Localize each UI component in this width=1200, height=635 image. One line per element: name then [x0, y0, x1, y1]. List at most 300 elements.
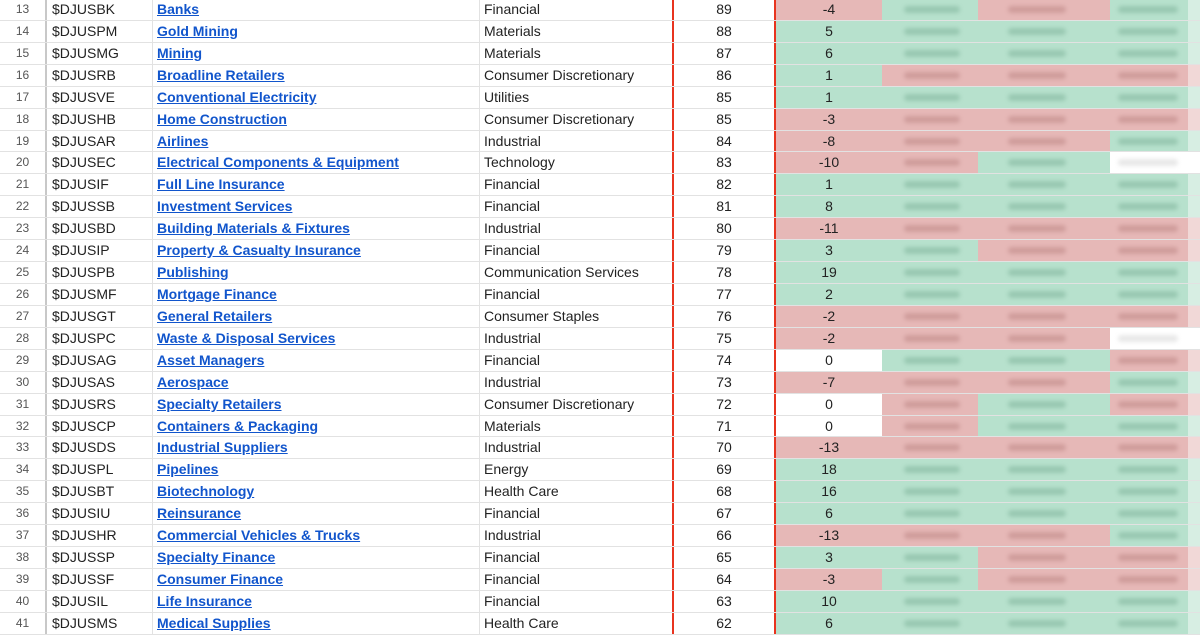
blurred-cell[interactable] [1110, 0, 1200, 20]
industry-name-cell[interactable] [153, 547, 480, 568]
blurred-cell[interactable] [978, 459, 1110, 480]
industry-link[interactable]: Full Line Insurance [157, 176, 285, 193]
industry-name-cell[interactable] [153, 503, 480, 524]
rank-change-cell[interactable]: -8 [776, 131, 882, 152]
blurred-cell[interactable] [882, 131, 978, 152]
ticker-cell[interactable]: $DJUSSB [47, 196, 153, 217]
ticker-cell[interactable]: $DJUSCP [47, 416, 153, 437]
industry-link[interactable]: Waste & Disposal Services [157, 329, 336, 346]
row-number-header[interactable]: 22 [0, 196, 47, 217]
blurred-cell[interactable] [978, 43, 1110, 64]
row-number-header[interactable]: 41 [0, 613, 47, 634]
rank-cell[interactable]: 77 [672, 284, 776, 305]
blurred-cell[interactable] [1110, 306, 1200, 327]
ticker-cell[interactable]: $DJUSSP [47, 547, 153, 568]
rank-change-cell[interactable]: 18 [776, 459, 882, 480]
industry-name-cell[interactable] [153, 306, 480, 327]
rank-cell[interactable]: 79 [672, 240, 776, 261]
industry-name-cell[interactable] [153, 218, 480, 239]
industry-name-cell[interactable] [153, 152, 480, 173]
blurred-cell[interactable] [882, 87, 978, 108]
rank-change-cell[interactable]: 6 [776, 43, 882, 64]
rank-cell[interactable]: 85 [672, 109, 776, 130]
sector-cell[interactable]: Consumer Discretionary [484, 66, 635, 83]
rank-cell[interactable]: 64 [672, 569, 776, 590]
rank-change-cell[interactable]: 10 [776, 591, 882, 612]
rank-cell[interactable]: 68 [672, 481, 776, 502]
row-number-header[interactable]: 37 [0, 525, 47, 546]
rank-cell[interactable]: 62 [672, 613, 776, 634]
industry-link[interactable]: Specialty Finance [157, 549, 276, 566]
sector-cell[interactable]: Financial [484, 242, 541, 259]
industry-name-cell[interactable] [153, 262, 480, 283]
row-number-header[interactable]: 21 [0, 174, 47, 195]
blurred-cell[interactable] [978, 306, 1110, 327]
blurred-cell[interactable] [882, 350, 978, 371]
blurred-cell[interactable] [978, 591, 1110, 612]
ticker-cell[interactable]: $DJUSMF [47, 284, 153, 305]
rank-cell[interactable]: 76 [672, 306, 776, 327]
industry-link[interactable]: Mortgage Finance [157, 285, 277, 302]
rank-change-cell[interactable]: -2 [776, 328, 882, 349]
blurred-cell[interactable] [882, 43, 978, 64]
blurred-cell[interactable] [882, 372, 978, 393]
rank-cell[interactable]: 80 [672, 218, 776, 239]
rank-change-cell[interactable]: 16 [776, 481, 882, 502]
sector-cell[interactable]: Financial [484, 1, 541, 17]
blurred-cell[interactable] [882, 284, 978, 305]
row-number-header[interactable]: 19 [0, 131, 47, 152]
row-number-header[interactable]: 36 [0, 503, 47, 524]
blurred-cell[interactable] [978, 350, 1110, 371]
rank-change-cell[interactable]: 1 [776, 65, 882, 86]
industry-name-cell[interactable] [153, 569, 480, 590]
rank-change-cell[interactable]: 0 [776, 394, 882, 415]
ticker-cell[interactable]: $DJUSRS [47, 394, 153, 415]
blurred-cell[interactable] [882, 0, 978, 20]
industry-name-cell[interactable] [153, 196, 480, 217]
sector-cell[interactable]: Industrial [484, 329, 541, 346]
rank-change-cell[interactable]: -7 [776, 372, 882, 393]
blurred-cell[interactable] [882, 306, 978, 327]
redacted-value [1008, 401, 1066, 408]
rank-change-cell[interactable]: 2 [776, 284, 882, 305]
blurred-cell[interactable] [1110, 262, 1200, 283]
blurred-cell[interactable] [978, 109, 1110, 130]
industry-name-cell[interactable] [153, 591, 480, 612]
sector-cell[interactable]: Communication Services [484, 264, 639, 281]
blurred-cell[interactable] [978, 174, 1110, 195]
ticker-cell[interactable]: $DJUSPM [47, 21, 153, 42]
sector-cell[interactable]: Financial [484, 549, 541, 566]
industry-link[interactable]: Investment Services [157, 198, 293, 215]
rank-cell[interactable]: 70 [672, 437, 776, 458]
row-number-header[interactable]: 23 [0, 218, 47, 239]
row-number-header[interactable]: 34 [0, 459, 47, 480]
sector-cell[interactable]: Financial [484, 592, 541, 609]
table-row [0, 416, 1200, 438]
industry-link[interactable]: General Retailers [157, 307, 273, 324]
blurred-cell[interactable] [978, 218, 1110, 239]
row-number-header[interactable]: 35 [0, 481, 47, 502]
rank-change-cell[interactable]: -13 [776, 437, 882, 458]
industry-link[interactable]: Building Materials & Fixtures [157, 220, 350, 237]
rank-change-cell[interactable]: 5 [776, 21, 882, 42]
sector-cell[interactable]: Financial [484, 176, 541, 193]
blurred-cell[interactable] [978, 87, 1110, 108]
rank-change-cell[interactable]: 3 [776, 240, 882, 261]
rank-cell[interactable]: 81 [672, 196, 776, 217]
row-number-header[interactable]: 14 [0, 21, 47, 42]
sector-cell[interactable]: Industrial [484, 373, 541, 390]
industry-name-cell[interactable] [153, 613, 480, 634]
rank-cell[interactable]: 63 [672, 591, 776, 612]
blurred-cell[interactable] [978, 525, 1110, 546]
industry-link[interactable]: Consumer Finance [157, 570, 284, 587]
blurred-cell[interactable] [882, 591, 978, 612]
rank-cell[interactable]: 89 [672, 0, 776, 20]
industry-link[interactable]: Electrical Components & Equipment [157, 154, 399, 171]
industry-link[interactable]: Conventional Electricity [157, 88, 317, 105]
ticker-cell[interactable]: $DJUSAS [47, 372, 153, 393]
rank-change-cell[interactable]: -10 [776, 152, 882, 173]
ticker-cell[interactable]: $DJUSPB [47, 262, 153, 283]
industry-name-cell[interactable] [153, 240, 480, 261]
blurred-cell[interactable] [1110, 152, 1200, 173]
blurred-cell[interactable] [1110, 547, 1200, 568]
industry-name-cell[interactable] [153, 394, 480, 415]
industry-link[interactable]: Medical Supplies [157, 614, 271, 631]
industry-name-cell[interactable] [153, 284, 480, 305]
edge-fade [1188, 394, 1200, 415]
blurred-cell[interactable] [978, 481, 1110, 502]
industry-name-cell[interactable] [153, 109, 480, 130]
industry-link[interactable]: Aerospace [157, 373, 229, 390]
row-number-header[interactable]: 33 [0, 437, 47, 458]
blurred-cell[interactable] [882, 503, 978, 524]
blurred-cell[interactable] [1110, 284, 1200, 305]
sector-cell[interactable]: Financial [484, 198, 541, 215]
rank-change-cell[interactable]: 0 [776, 350, 882, 371]
industry-name-cell[interactable] [153, 350, 480, 371]
ticker-cell[interactable]: $DJUSMS [47, 613, 153, 634]
rank-cell[interactable]: 73 [672, 372, 776, 393]
ticker-cell[interactable]: $DJUSVE [47, 87, 153, 108]
blurred-cell[interactable] [978, 613, 1110, 634]
sector-cell[interactable]: Financial [484, 505, 541, 522]
blurred-cell[interactable] [882, 481, 978, 502]
row-number-header[interactable]: 18 [0, 109, 47, 130]
row-number-header[interactable]: 39 [0, 569, 47, 590]
industry-name-cell[interactable] [153, 437, 480, 458]
rank-cell[interactable]: 87 [672, 43, 776, 64]
industry-name-cell[interactable] [153, 525, 480, 546]
industry-name-cell[interactable] [153, 481, 480, 502]
blurred-cell[interactable] [1110, 109, 1200, 130]
industry-name-cell[interactable] [153, 459, 480, 480]
industry-name-cell[interactable] [153, 0, 480, 20]
rank-change-cell[interactable]: 0 [776, 416, 882, 437]
ticker-cell[interactable]: $DJUSIL [47, 591, 153, 612]
ticker-cell[interactable]: $DJUSHB [47, 109, 153, 130]
ticker-cell[interactable]: $DJUSBD [47, 218, 153, 239]
blurred-cell[interactable] [1110, 87, 1200, 108]
blurred-cell[interactable] [978, 0, 1110, 20]
ticker-cell[interactable]: $DJUSMG [47, 43, 153, 64]
blurred-cell[interactable] [882, 21, 978, 42]
blurred-cell[interactable] [978, 416, 1110, 437]
ticker-cell[interactable]: $DJUSIP [47, 240, 153, 261]
blurred-cell[interactable] [882, 262, 978, 283]
sector-cell[interactable]: Health Care [484, 483, 559, 500]
sector-cell[interactable]: Industrial [484, 439, 541, 456]
industry-name-cell[interactable] [153, 372, 480, 393]
blurred-cell[interactable] [1110, 503, 1200, 524]
blurred-cell[interactable] [1110, 240, 1200, 261]
industry-link[interactable]: Asset Managers [157, 351, 265, 368]
ticker-cell[interactable]: $DJUSEC [47, 152, 153, 173]
blurred-cell[interactable] [882, 174, 978, 195]
sector-cell[interactable]: Consumer Discretionary [484, 395, 635, 412]
ticker-cell[interactable]: $DJUSIF [47, 174, 153, 195]
industry-link[interactable]: Pipelines [157, 461, 219, 478]
edge-fade [1188, 306, 1200, 327]
sector-cell[interactable]: Consumer Discretionary [484, 110, 635, 127]
sector-cell[interactable]: Health Care [484, 614, 559, 631]
blurred-cell[interactable] [882, 525, 978, 546]
industry-name-cell[interactable] [153, 21, 480, 42]
rank-change-cell[interactable]: -4 [776, 0, 882, 20]
blurred-cell[interactable] [978, 394, 1110, 415]
row-number-header[interactable]: 24 [0, 240, 47, 261]
sector-cell[interactable]: Financial [484, 351, 541, 368]
blurred-cell[interactable] [1110, 131, 1200, 152]
industry-link[interactable]: Banks [157, 1, 200, 17]
ticker-cell[interactable]: $DJUSSF [47, 569, 153, 590]
ticker-cell[interactable]: $DJUSPL [47, 459, 153, 480]
ticker-cell[interactable]: $DJUSIU [47, 503, 153, 524]
sector-cell[interactable]: Utilities [484, 88, 530, 105]
sector-cell[interactable]: Technology [484, 154, 555, 171]
blurred-cell[interactable] [882, 65, 978, 86]
row-number-header[interactable]: 20 [0, 152, 47, 173]
blurred-cell[interactable] [1110, 174, 1200, 195]
industry-link[interactable]: Containers & Packaging [157, 417, 319, 434]
industry-link[interactable]: Broadline Retailers [157, 66, 285, 83]
row-number-header[interactable]: 13 [0, 0, 47, 20]
industry-name-cell[interactable] [153, 416, 480, 437]
rank-cell[interactable]: 72 [672, 394, 776, 415]
industry-link[interactable]: Home Construction [157, 110, 287, 127]
rank-cell[interactable]: 71 [672, 416, 776, 437]
ticker-cell[interactable]: $DJUSRB [47, 65, 153, 86]
rank-cell[interactable]: 88 [672, 21, 776, 42]
blurred-cell[interactable] [882, 394, 978, 415]
blurred-cell[interactable] [1110, 350, 1200, 371]
blurred-cell[interactable] [882, 109, 978, 130]
blurred-cell[interactable] [978, 284, 1110, 305]
blurred-cell[interactable] [1110, 21, 1200, 42]
sector-cell[interactable]: Industrial [484, 527, 541, 544]
row-number-header[interactable]: 30 [0, 372, 47, 393]
ticker-cell[interactable]: $DJUSAR [47, 131, 153, 152]
industry-link[interactable]: Property & Casualty Insurance [157, 242, 361, 259]
row-number-header[interactable]: 29 [0, 350, 47, 371]
sector-cell[interactable]: Energy [484, 461, 529, 478]
blurred-cell[interactable] [1110, 372, 1200, 393]
blurred-cell[interactable] [978, 152, 1110, 173]
rank-cell[interactable]: 84 [672, 131, 776, 152]
industry-link[interactable]: Mining [157, 44, 203, 61]
industry-link[interactable]: Specialty Retailers [157, 395, 282, 412]
rank-cell[interactable]: 67 [672, 503, 776, 524]
rank-cell[interactable]: 66 [672, 525, 776, 546]
blurred-cell[interactable] [1110, 394, 1200, 415]
rank-cell[interactable]: 86 [672, 65, 776, 86]
industry-link[interactable]: Gold Mining [157, 22, 238, 39]
blurred-cell[interactable] [882, 152, 978, 173]
row-number-header[interactable]: 31 [0, 394, 47, 415]
industry-name-cell[interactable] [153, 65, 480, 86]
industry-link[interactable]: Biotechnology [157, 483, 255, 500]
edge-fade [1188, 525, 1200, 546]
sector-cell[interactable]: Industrial [484, 220, 541, 237]
ticker-cell[interactable]: $DJUSBT [47, 481, 153, 502]
rank-change-cell[interactable]: -3 [776, 109, 882, 130]
industry-name-cell[interactable] [153, 87, 480, 108]
rank-change-cell[interactable]: -3 [776, 569, 882, 590]
blurred-cell[interactable] [1110, 591, 1200, 612]
ticker-cell[interactable]: $DJUSHR [47, 525, 153, 546]
industry-name-cell[interactable] [153, 131, 480, 152]
ticker-cell[interactable]: $DJUSDS [47, 437, 153, 458]
blurred-cell[interactable] [882, 240, 978, 261]
edge-fade [1188, 416, 1200, 437]
row-number-header[interactable]: 16 [0, 65, 47, 86]
rank-cell[interactable]: 75 [672, 328, 776, 349]
blurred-cell[interactable] [978, 65, 1110, 86]
ticker-cell[interactable]: $DJUSAG [47, 350, 153, 371]
blurred-cell[interactable] [978, 372, 1110, 393]
rank-change-cell[interactable]: 19 [776, 262, 882, 283]
blurred-cell[interactable] [882, 328, 978, 349]
rank-cell[interactable]: 69 [672, 459, 776, 480]
blurred-cell[interactable] [1110, 65, 1200, 86]
blurred-cell[interactable] [978, 262, 1110, 283]
blurred-cell[interactable] [1110, 328, 1200, 349]
sector-cell[interactable]: Financial [484, 285, 541, 302]
edge-fade [1188, 43, 1200, 64]
blurred-cell[interactable] [978, 437, 1110, 458]
redacted-value [1118, 291, 1178, 298]
industry-link[interactable]: Life Insurance [157, 592, 252, 609]
blurred-cell[interactable] [1110, 416, 1200, 437]
industry-link[interactable]: Airlines [157, 132, 209, 149]
rank-change-cell[interactable]: 6 [776, 613, 882, 634]
rank-cell[interactable]: 82 [672, 174, 776, 195]
row-number-header[interactable]: 32 [0, 416, 47, 437]
sector-cell[interactable]: Materials [484, 22, 541, 39]
blurred-cell[interactable] [1110, 613, 1200, 634]
sector-cell[interactable]: Materials [484, 44, 541, 61]
blurred-cell[interactable] [882, 437, 978, 458]
rank-cell[interactable]: 74 [672, 350, 776, 371]
rank-change-cell[interactable]: 8 [776, 196, 882, 217]
blurred-cell[interactable] [978, 131, 1110, 152]
ticker-cell[interactable]: $DJUSGT [47, 306, 153, 327]
rank-change-cell[interactable]: -2 [776, 306, 882, 327]
blurred-cell[interactable] [882, 569, 978, 590]
blurred-cell[interactable] [882, 196, 978, 217]
blurred-cell[interactable] [882, 218, 978, 239]
rank-change-cell[interactable]: -13 [776, 525, 882, 546]
rank-change-cell[interactable]: 1 [776, 174, 882, 195]
blurred-cell[interactable] [978, 328, 1110, 349]
industry-name-cell[interactable] [153, 43, 480, 64]
blurred-cell[interactable] [882, 547, 978, 568]
rank-change-cell[interactable]: 3 [776, 547, 882, 568]
rank-change-cell[interactable]: 6 [776, 503, 882, 524]
industry-link[interactable]: Reinsurance [157, 505, 242, 522]
ticker-cell[interactable]: $DJUSPC [47, 328, 153, 349]
blurred-cell[interactable] [1110, 196, 1200, 217]
row-number-header[interactable]: 27 [0, 306, 47, 327]
rank-cell[interactable]: 85 [672, 87, 776, 108]
row-number-header[interactable]: 15 [0, 43, 47, 64]
blurred-cell[interactable] [978, 569, 1110, 590]
blurred-cell[interactable] [1110, 481, 1200, 502]
sector-cell[interactable]: Consumer Staples [484, 307, 600, 324]
row-number-header[interactable]: 38 [0, 547, 47, 568]
blurred-cell[interactable] [1110, 459, 1200, 480]
industry-name-cell[interactable] [153, 174, 480, 195]
blurred-cell[interactable] [882, 613, 978, 634]
edge-fade [1188, 372, 1200, 393]
blurred-cell[interactable] [1110, 218, 1200, 239]
industry-link[interactable]: Publishing [157, 264, 229, 281]
rank-change-cell[interactable]: 1 [776, 87, 882, 108]
rank-cell[interactable]: 83 [672, 152, 776, 173]
industry-link[interactable]: Commercial Vehicles & Trucks [157, 527, 361, 544]
row-number-header[interactable]: 26 [0, 284, 47, 305]
blurred-cell[interactable] [978, 21, 1110, 42]
blurred-cell[interactable] [882, 459, 978, 480]
blurred-cell[interactable] [1110, 525, 1200, 546]
redacted-value [904, 488, 960, 495]
row-number-header[interactable]: 25 [0, 262, 47, 283]
sector-cell[interactable]: Industrial [484, 132, 541, 149]
row-number-header[interactable]: 28 [0, 328, 47, 349]
sector-cell[interactable]: Financial [484, 570, 541, 587]
rank-cell[interactable]: 78 [672, 262, 776, 283]
rank-cell[interactable]: 65 [672, 547, 776, 568]
sector-cell[interactable]: Materials [484, 417, 541, 434]
ticker-cell[interactable]: $DJUSBK [47, 0, 153, 20]
blurred-cell[interactable] [978, 196, 1110, 217]
blurred-cell[interactable] [978, 503, 1110, 524]
rank-change-cell[interactable]: -11 [776, 218, 882, 239]
blurred-cell[interactable] [978, 547, 1110, 568]
row-number-header[interactable]: 17 [0, 87, 47, 108]
blurred-cell[interactable] [978, 240, 1110, 261]
industry-link[interactable]: Industrial Suppliers [157, 439, 288, 456]
industry-name-cell[interactable] [153, 328, 480, 349]
blurred-cell[interactable] [1110, 569, 1200, 590]
blurred-cell[interactable] [1110, 43, 1200, 64]
blurred-cell[interactable] [882, 416, 978, 437]
blurred-cell[interactable] [1110, 437, 1200, 458]
row-number-header[interactable]: 40 [0, 591, 47, 612]
